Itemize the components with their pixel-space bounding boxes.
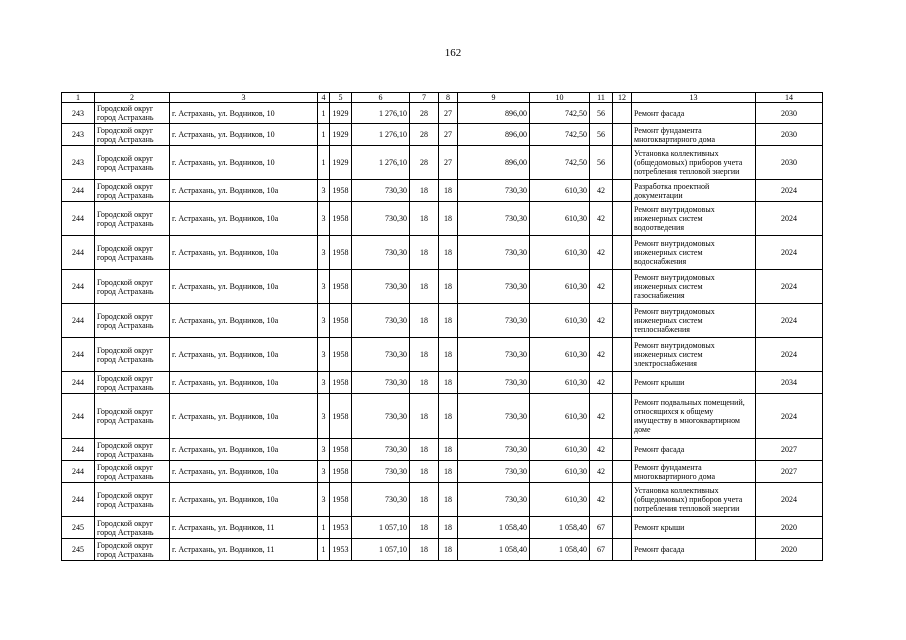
- col-7: 18: [410, 439, 439, 461]
- municipality: Городской округ город Астрахань: [95, 180, 170, 202]
- col-11: 42: [590, 439, 613, 461]
- col-7: 18: [410, 517, 439, 539]
- col-12: [613, 180, 632, 202]
- col-11: 67: [590, 539, 613, 561]
- total-area: 730,30: [352, 439, 410, 461]
- header-row: [62, 93, 823, 103]
- year-built: 1958: [330, 338, 352, 372]
- living-area: 610,30: [530, 180, 590, 202]
- table-row: [62, 439, 823, 461]
- column-header-13: 13: [632, 93, 756, 103]
- col-11: 56: [590, 124, 613, 146]
- row-number: 244: [62, 394, 95, 439]
- col-4: 3: [318, 461, 330, 483]
- living-area: 610,30: [530, 338, 590, 372]
- area: 896,00: [458, 124, 530, 146]
- total-area: 1 276,10: [352, 103, 410, 124]
- area: 730,30: [458, 270, 530, 304]
- year-built: 1929: [330, 103, 352, 124]
- col-11: 67: [590, 517, 613, 539]
- col-7: 28: [410, 124, 439, 146]
- living-area: 610,30: [530, 483, 590, 517]
- address: г. Астрахань, ул. Водников, 11: [170, 539, 318, 561]
- planned-year: 2024: [756, 304, 823, 338]
- planned-year: 2024: [756, 338, 823, 372]
- col-4: 3: [318, 304, 330, 338]
- year-built: 1958: [330, 439, 352, 461]
- row-number: 244: [62, 461, 95, 483]
- table-row: [62, 517, 823, 539]
- living-area: 610,30: [530, 304, 590, 338]
- address: г. Астрахань, ул. Водников, 10а: [170, 338, 318, 372]
- work-type: Ремонт внутридомовых инженерных систем водоснабжения: [632, 236, 756, 270]
- work-type: Ремонт подвальных помещений, относящихся к общему имуществу в многоквартирном доме: [632, 394, 756, 439]
- living-area: 610,30: [530, 202, 590, 236]
- column-header-11: 11: [590, 93, 613, 103]
- area: 730,30: [458, 439, 530, 461]
- col-4: 3: [318, 270, 330, 304]
- col-4: 1: [318, 124, 330, 146]
- col-7: 18: [410, 338, 439, 372]
- year-built: 1929: [330, 146, 352, 180]
- col-12: [613, 338, 632, 372]
- row-number: 244: [62, 338, 95, 372]
- area: 730,30: [458, 372, 530, 394]
- col-12: [613, 124, 632, 146]
- table-row: [62, 461, 823, 483]
- total-area: 730,30: [352, 461, 410, 483]
- col-7: 18: [410, 304, 439, 338]
- municipality: Городской округ город Астрахань: [95, 236, 170, 270]
- column-header-4: 4: [318, 93, 330, 103]
- municipality: Городской округ город Астрахань: [95, 146, 170, 180]
- area: 1 058,40: [458, 517, 530, 539]
- col-8: 27: [439, 103, 458, 124]
- municipality: Городской округ город Астрахань: [95, 103, 170, 124]
- column-header-1: 1: [62, 93, 95, 103]
- area: 730,30: [458, 338, 530, 372]
- municipality: Городской округ город Астрахань: [95, 372, 170, 394]
- municipality: Городской округ город Астрахань: [95, 124, 170, 146]
- living-area: 610,30: [530, 394, 590, 439]
- planned-year: 2020: [756, 517, 823, 539]
- municipality: Городской округ город Астрахань: [95, 304, 170, 338]
- work-type: Установка коллективных (общедомовых) приборов учета потребления тепловой энергии: [632, 483, 756, 517]
- area: 730,30: [458, 180, 530, 202]
- address: г. Астрахань, ул. Водников, 10а: [170, 483, 318, 517]
- col-8: 18: [439, 372, 458, 394]
- address: г. Астрахань, ул. Водников, 10а: [170, 304, 318, 338]
- year-built: 1953: [330, 517, 352, 539]
- total-area: 730,30: [352, 483, 410, 517]
- year-built: 1958: [330, 461, 352, 483]
- area: 730,30: [458, 304, 530, 338]
- work-type: Ремонт фундамента многоквартирного дома: [632, 124, 756, 146]
- col-12: [613, 236, 632, 270]
- living-area: 610,30: [530, 439, 590, 461]
- total-area: 730,30: [352, 236, 410, 270]
- address: г. Астрахань, ул. Водников, 10а: [170, 461, 318, 483]
- row-number: 244: [62, 304, 95, 338]
- municipality: Городской округ город Астрахань: [95, 461, 170, 483]
- column-header-12: 12: [613, 93, 632, 103]
- col-11: 42: [590, 461, 613, 483]
- col-12: [613, 304, 632, 338]
- col-11: 42: [590, 483, 613, 517]
- living-area: 742,50: [530, 103, 590, 124]
- col-12: [613, 539, 632, 561]
- living-area: 610,30: [530, 270, 590, 304]
- col-12: [613, 146, 632, 180]
- work-type: Ремонт внутридомовых инженерных систем теплоснабжения: [632, 304, 756, 338]
- address: г. Астрахань, ул. Водников, 10: [170, 103, 318, 124]
- table-row: [62, 338, 823, 372]
- col-8: 18: [439, 517, 458, 539]
- municipality: Городской округ город Астрахань: [95, 517, 170, 539]
- area: 730,30: [458, 394, 530, 439]
- total-area: 730,30: [352, 394, 410, 439]
- address: г. Астрахань, ул. Водников, 10а: [170, 439, 318, 461]
- col-11: 56: [590, 146, 613, 180]
- year-built: 1958: [330, 202, 352, 236]
- row-number: 243: [62, 124, 95, 146]
- col-11: 56: [590, 103, 613, 124]
- address: г. Астрахань, ул. Водников, 10а: [170, 270, 318, 304]
- col-8: 18: [439, 202, 458, 236]
- planned-year: 2024: [756, 236, 823, 270]
- column-header-2: 2: [95, 93, 170, 103]
- col-7: 18: [410, 394, 439, 439]
- col-11: 42: [590, 180, 613, 202]
- planned-year: 2027: [756, 461, 823, 483]
- planned-year: 2027: [756, 439, 823, 461]
- planned-year: 2030: [756, 103, 823, 124]
- col-8: 27: [439, 124, 458, 146]
- col-8: 18: [439, 483, 458, 517]
- repair-program-table: [61, 92, 823, 561]
- municipality: Городской округ город Астрахань: [95, 483, 170, 517]
- year-built: 1929: [330, 124, 352, 146]
- municipality: Городской округ город Астрахань: [95, 202, 170, 236]
- col-7: 18: [410, 202, 439, 236]
- col-8: 18: [439, 338, 458, 372]
- total-area: 730,30: [352, 202, 410, 236]
- col-7: 18: [410, 372, 439, 394]
- col-4: 1: [318, 539, 330, 561]
- total-area: 730,30: [352, 180, 410, 202]
- column-header-7: 7: [410, 93, 439, 103]
- living-area: 610,30: [530, 461, 590, 483]
- area: 730,30: [458, 461, 530, 483]
- year-built: 1958: [330, 236, 352, 270]
- area: 896,00: [458, 146, 530, 180]
- row-number: 244: [62, 372, 95, 394]
- living-area: 1 058,40: [530, 539, 590, 561]
- row-number: 244: [62, 180, 95, 202]
- column-header-3: 3: [170, 93, 318, 103]
- col-8: 27: [439, 146, 458, 180]
- col-12: [613, 394, 632, 439]
- col-4: 1: [318, 517, 330, 539]
- col-7: 28: [410, 103, 439, 124]
- total-area: 730,30: [352, 304, 410, 338]
- work-type: Ремонт крыши: [632, 517, 756, 539]
- area: 1 058,40: [458, 539, 530, 561]
- table-row: [62, 304, 823, 338]
- col-11: 42: [590, 394, 613, 439]
- table-row: [62, 270, 823, 304]
- col-8: 18: [439, 394, 458, 439]
- total-area: 1 057,10: [352, 517, 410, 539]
- total-area: 730,30: [352, 338, 410, 372]
- col-12: [613, 202, 632, 236]
- municipality: Городской округ город Астрахань: [95, 338, 170, 372]
- row-number: 244: [62, 439, 95, 461]
- work-type: Ремонт внутридомовых инженерных систем газоснабжения: [632, 270, 756, 304]
- municipality: Городской округ город Астрахань: [95, 539, 170, 561]
- table-row: [62, 394, 823, 439]
- planned-year: 2030: [756, 146, 823, 180]
- total-area: 730,30: [352, 372, 410, 394]
- planned-year: 2024: [756, 483, 823, 517]
- area: 730,30: [458, 202, 530, 236]
- planned-year: 2024: [756, 180, 823, 202]
- col-4: 3: [318, 202, 330, 236]
- year-built: 1958: [330, 304, 352, 338]
- planned-year: 2024: [756, 270, 823, 304]
- table-row: [62, 202, 823, 236]
- col-12: [613, 461, 632, 483]
- row-number: 243: [62, 146, 95, 180]
- table-row: [62, 180, 823, 202]
- col-12: [613, 270, 632, 304]
- total-area: 1 057,10: [352, 539, 410, 561]
- work-type: Ремонт фасада: [632, 103, 756, 124]
- col-4: 3: [318, 483, 330, 517]
- address: г. Астрахань, ул. Водников, 10: [170, 146, 318, 180]
- planned-year: 2024: [756, 394, 823, 439]
- table-body: [62, 103, 823, 561]
- column-header-6: 6: [352, 93, 410, 103]
- total-area: 1 276,10: [352, 146, 410, 180]
- work-type: Разработка проектной документации: [632, 180, 756, 202]
- col-4: 3: [318, 372, 330, 394]
- col-12: [613, 372, 632, 394]
- col-4: 1: [318, 146, 330, 180]
- col-11: 42: [590, 304, 613, 338]
- work-type: Ремонт внутридомовых инженерных систем электроснабжения: [632, 338, 756, 372]
- col-4: 3: [318, 439, 330, 461]
- row-number: 245: [62, 539, 95, 561]
- col-8: 18: [439, 236, 458, 270]
- work-type: Ремонт внутридомовых инженерных систем водоотведения: [632, 202, 756, 236]
- living-area: 610,30: [530, 236, 590, 270]
- year-built: 1953: [330, 539, 352, 561]
- year-built: 1958: [330, 483, 352, 517]
- living-area: 742,50: [530, 146, 590, 180]
- address: г. Астрахань, ул. Водников, 10а: [170, 236, 318, 270]
- col-11: 42: [590, 372, 613, 394]
- address: г. Астрахань, ул. Водников, 10а: [170, 180, 318, 202]
- municipality: Городской округ город Астрахань: [95, 270, 170, 304]
- col-7: 18: [410, 270, 439, 304]
- col-7: 28: [410, 146, 439, 180]
- column-header-14: 14: [756, 93, 823, 103]
- year-built: 1958: [330, 180, 352, 202]
- col-8: 18: [439, 539, 458, 561]
- page-number: 162: [444, 47, 462, 59]
- col-12: [613, 483, 632, 517]
- living-area: 1 058,40: [530, 517, 590, 539]
- living-area: 610,30: [530, 372, 590, 394]
- col-4: 1: [318, 103, 330, 124]
- living-area: 742,50: [530, 124, 590, 146]
- work-type: Ремонт фундамента многоквартирного дома: [632, 461, 756, 483]
- table-row: [62, 124, 823, 146]
- column-header-8: 8: [439, 93, 458, 103]
- col-7: 18: [410, 461, 439, 483]
- table-row: [62, 483, 823, 517]
- row-number: 243: [62, 103, 95, 124]
- work-type: Ремонт фасада: [632, 539, 756, 561]
- address: г. Астрахань, ул. Водников, 10а: [170, 202, 318, 236]
- col-11: 42: [590, 338, 613, 372]
- col-7: 18: [410, 180, 439, 202]
- row-number: 245: [62, 517, 95, 539]
- area: 730,30: [458, 483, 530, 517]
- column-header-5: 5: [330, 93, 352, 103]
- col-8: 18: [439, 461, 458, 483]
- row-number: 244: [62, 236, 95, 270]
- address: г. Астрахань, ул. Водников, 10: [170, 124, 318, 146]
- col-11: 42: [590, 270, 613, 304]
- municipality: Городской округ город Астрахань: [95, 394, 170, 439]
- work-type: Ремонт фасада: [632, 439, 756, 461]
- year-built: 1958: [330, 394, 352, 439]
- municipality: Городской округ город Астрахань: [95, 439, 170, 461]
- row-number: 244: [62, 202, 95, 236]
- total-area: 1 276,10: [352, 124, 410, 146]
- col-8: 18: [439, 304, 458, 338]
- table-row: [62, 236, 823, 270]
- work-type: Ремонт крыши: [632, 372, 756, 394]
- planned-year: 2024: [756, 202, 823, 236]
- col-8: 18: [439, 180, 458, 202]
- col-8: 18: [439, 270, 458, 304]
- col-7: 18: [410, 483, 439, 517]
- col-7: 18: [410, 236, 439, 270]
- col-12: [613, 103, 632, 124]
- col-4: 3: [318, 394, 330, 439]
- table-row: [62, 103, 823, 124]
- col-7: 18: [410, 539, 439, 561]
- col-4: 3: [318, 236, 330, 270]
- year-built: 1958: [330, 372, 352, 394]
- work-type: Установка коллективных (общедомовых) приборов учета потребления тепловой энергии: [632, 146, 756, 180]
- table-row: [62, 372, 823, 394]
- table-row: [62, 146, 823, 180]
- col-8: 18: [439, 439, 458, 461]
- col-11: 42: [590, 202, 613, 236]
- table-row: [62, 539, 823, 561]
- col-4: 3: [318, 180, 330, 202]
- planned-year: 2030: [756, 124, 823, 146]
- total-area: 730,30: [352, 270, 410, 304]
- column-header-10: 10: [530, 93, 590, 103]
- planned-year: 2034: [756, 372, 823, 394]
- area: 730,30: [458, 236, 530, 270]
- col-12: [613, 517, 632, 539]
- col-11: 42: [590, 236, 613, 270]
- col-4: 3: [318, 338, 330, 372]
- address: г. Астрахань, ул. Водников, 10а: [170, 394, 318, 439]
- year-built: 1958: [330, 270, 352, 304]
- address: г. Астрахань, ул. Водников, 10а: [170, 372, 318, 394]
- col-12: [613, 439, 632, 461]
- column-header-9: 9: [458, 93, 530, 103]
- row-number: 244: [62, 270, 95, 304]
- row-number: 244: [62, 483, 95, 517]
- area: 896,00: [458, 103, 530, 124]
- address: г. Астрахань, ул. Водников, 11: [170, 517, 318, 539]
- planned-year: 2020: [756, 539, 823, 561]
